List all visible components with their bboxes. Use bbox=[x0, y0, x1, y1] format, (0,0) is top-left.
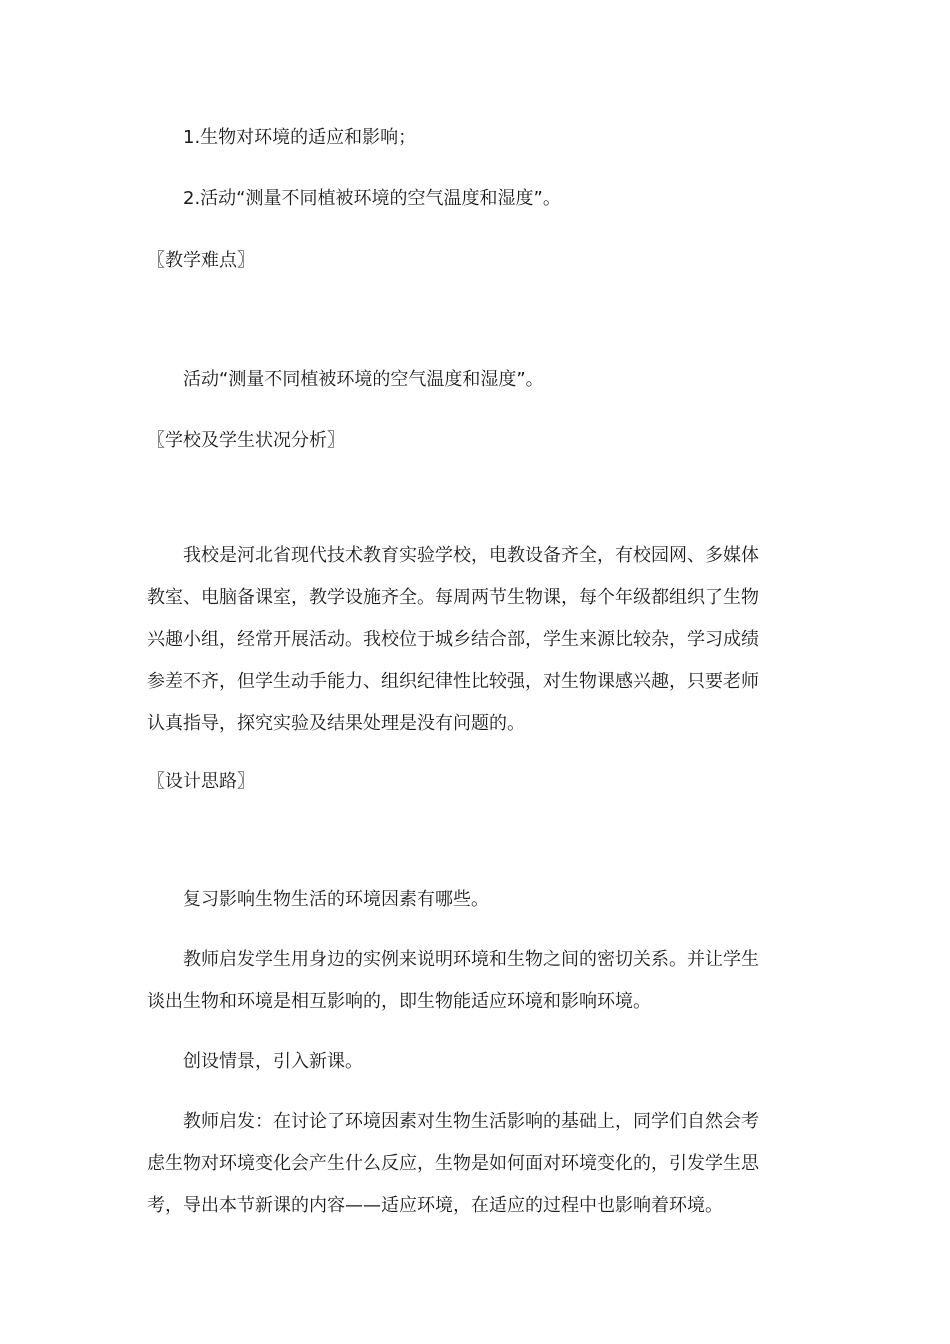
inspire-line-1: 教师启发：在讨论了环境因素对生物生活影响的基础上，同学们自然会考 bbox=[183, 1111, 759, 1132]
analysis-line-4: 参差不齐，但学生动手能力、组织纪律性比较强，对生物课感兴趣，只要老师 bbox=[147, 671, 759, 692]
inspire-line-2: 虑生物对环境变化会产生什么反应，生物是如何面对环境变化的，引发学生思 bbox=[147, 1153, 759, 1174]
review-paragraph: 复习影响生物生活的环境因素有哪些。 bbox=[183, 889, 489, 910]
analysis-line-1: 我校是河北省现代技术教育实验学校，电教设备齐全，有校园网、多媒体 bbox=[183, 545, 759, 566]
list-item-2: 2.活动“测量不同植被环境的空气温度和湿度”。 bbox=[183, 188, 561, 209]
heading-design-ideas: 〖设计思路〗 bbox=[147, 771, 255, 792]
difficulty-paragraph: 活动“测量不同植被环境的空气温度和湿度”。 bbox=[183, 369, 544, 390]
analysis-line-2: 教室、电脑备课室，教学设施齐全。每周两节生物课，每个年级都组织了生物 bbox=[147, 587, 759, 608]
heading-teaching-difficulty: 〖教学难点〗 bbox=[147, 250, 255, 271]
teacher-line-1: 教师启发学生用身边的实例来说明环境和生物之间的密切关系。并让学生 bbox=[183, 949, 759, 970]
inspire-line-3: 考，导出本节新课的内容——适应环境，在适应的过程中也影响着环境。 bbox=[147, 1195, 723, 1216]
analysis-line-3: 兴趣小组，经常开展活动。我校位于城乡结合部，学生来源比较杂，学习成绩 bbox=[147, 629, 759, 650]
list-item-1: 1.生物对环境的适应和影响； bbox=[183, 127, 417, 148]
scenario-paragraph: 创设情景，引入新课。 bbox=[183, 1051, 363, 1072]
heading-school-analysis: 〖学校及学生状况分析〗 bbox=[147, 430, 345, 451]
teacher-line-2: 谈出生物和环境是相互影响的，即生物能适应环境和影响环境。 bbox=[147, 991, 651, 1012]
analysis-line-5: 认真指导，探究实验及结果处理是没有问题的。 bbox=[147, 713, 525, 734]
